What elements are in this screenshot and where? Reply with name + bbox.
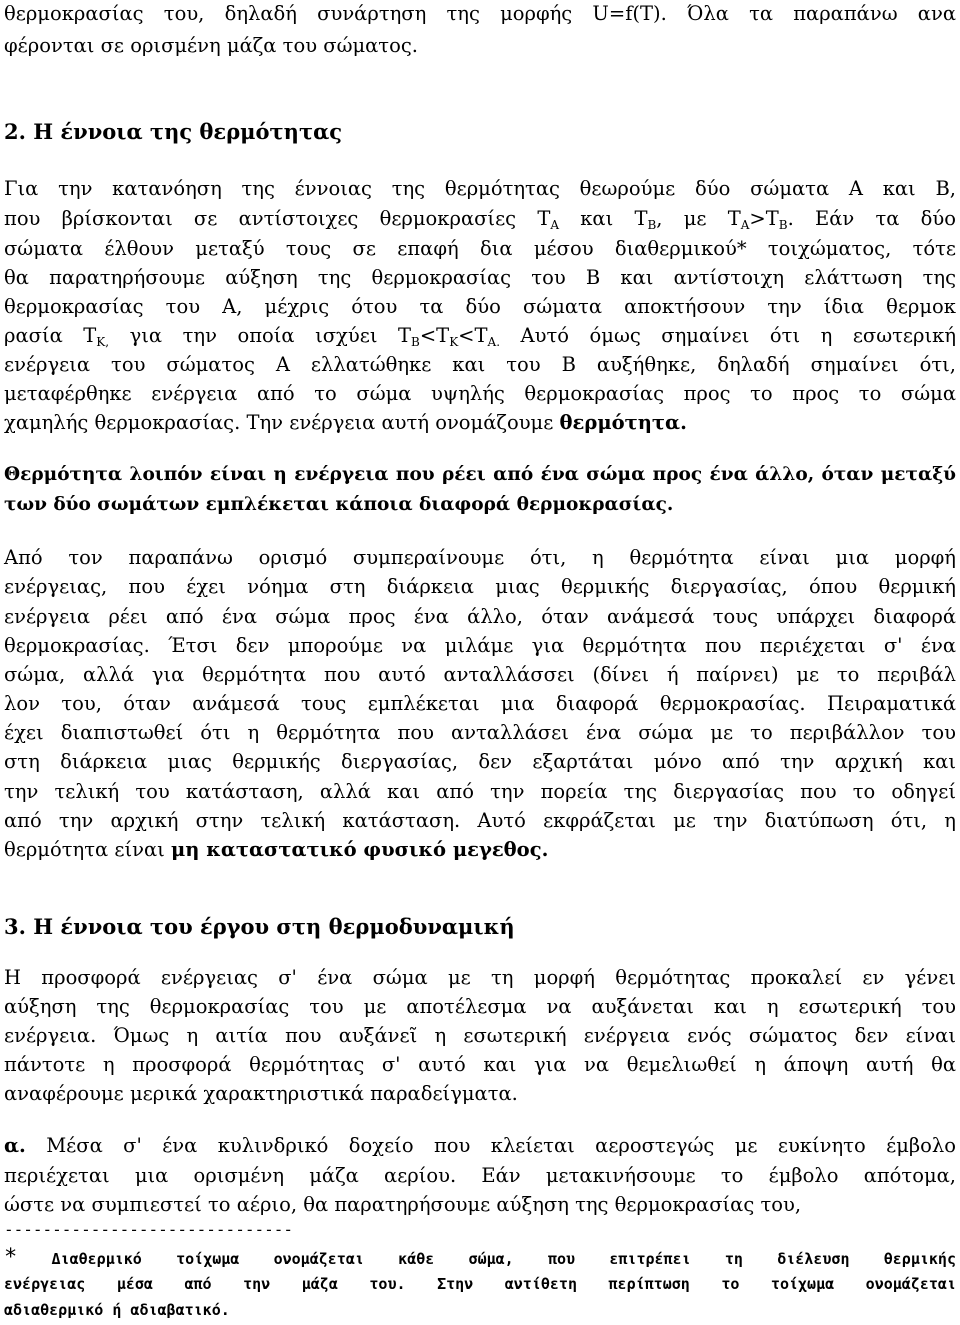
text-line: αναφέρουμε μερικά χαρακτηριστικά παραδείγματα. — [4, 1082, 518, 1105]
text-line: ώστε να συμπιεστεί το αέριο, θα παρατηρήσουμε αύξηση της θερμοκρασίας του, — [4, 1193, 802, 1216]
text-line: την τελική του κατάσταση, αλλά και από την πορεία της διεργασίας που το οδηγεί — [4, 780, 956, 803]
footnote-line: ενέργειας μέσα από την μάζα του. Στην αντίθετη περίπτωση το τοίχωμα ονομάζεται — [4, 1275, 956, 1293]
footnote-line: αδιαθερμικό ή αδιαβατικό. — [4, 1301, 230, 1319]
text-line: που βρίσκονται σε αντίστοιχες θερμοκρασίες $T_A$ και $T_B$, με $T_A>T_B$. Εάν τα δύο — [4, 207, 957, 232]
text-line: μεταφέρθηκε ενέργεια από το σώμα υψηλής θερμοκρασίας προς το προς το σώμα — [4, 382, 956, 405]
text-line: Από τον παραπάνω ορισμό συμπεραίνουμε ότι, η θερμότητα είναι μια μορφή — [4, 546, 956, 569]
text-line: χαμηλής θερμοκρασίας. Την ενέργεια αυτή ονομάζουμε θερμότητα. — [4, 411, 687, 434]
text-line: θερμότητα είναι μη καταστατικό φυσικό μεγεθος. — [4, 838, 549, 861]
text-line: Για την κατανόηση της έννοιας της θερμότητας θεωρούμε δύο σώματα Α και Β, — [4, 177, 956, 200]
text-line: θερμοκρασίας του Α, μέχρις ότου τα δύο σώματα αποκτήσουν την ίδια θερμοκ — [4, 295, 956, 318]
text-line: ενέργεια ρέει από ένα σώμα προς ένα άλλο, όταν ανάμεσά τους υπάρχει διαφορά — [4, 605, 956, 628]
section-heading: 2. Η έννοια της θερμότητας — [4, 119, 343, 144]
bold-term: θερμότητα. — [559, 411, 687, 434]
bold-term: μη καταστατικό φυσικό μεγεθος. — [170, 838, 549, 861]
text-line: ενέργεια. Όμως η αιτία που αυξάνεῖ η εσωτερική ενέργεια ενός σώματος δεν είναι — [4, 1024, 956, 1047]
text-line: ενέργειας, που έχει νόημα στη διάρκεια μιας θερμικής διεργασίας, όπου θερμική — [4, 575, 956, 598]
text-line: ρασία $T_{K,}$ για την οποία ισχύει $T_B<T_K<T_{A.}$ Αυτό όμως σημαίνει ότι η εσωτερική — [4, 324, 957, 349]
definition-line: των δύο σωμάτων εμπλέκεται κάποια διαφορά θερμοκρασίας. — [4, 494, 674, 515]
text-line: θα παρατηρήσουμε αύξηση της θερμοκρασίας του Β και αντίστοιχη ελάττωση της — [4, 266, 956, 289]
definition-line: Θερμότητα λοιπόν είναι η ενέργεια που ρέει από ένα σώμα προς ένα άλλο, όταν μεταξύ — [4, 464, 956, 485]
text-line: ενέργεια του σώματος Α ελλατώθηκε και του Β αυξήθηκε, δηλαδή σημαίνει ότι, — [4, 353, 956, 376]
footnote-marker: * — [4, 1245, 18, 1270]
text-line: θερμοκρασίας του, δηλαδή συνάρτηση της μορφής U=f(T). Όλα τα παραπάνω ανα — [4, 2, 956, 25]
footnote-line: * Διαθερμικό τοίχωμα ονομάζεται κάθε σώμα, που επιτρέπει τη διέλευση θερμικής — [4, 1245, 956, 1270]
text-line: αύξηση της θερμοκρασίας του με αποτέλεσμα να αυξάνεται και η εσωτερική του — [4, 995, 956, 1018]
text-line: περιέχεται μια ορισμένη μάζα αερίου. Εάν μετακινήσουμε το έμβολο απότομα, — [4, 1164, 956, 1187]
text-line: σώματα έλθουν μεταξύ τους σε επαφή δια μέσου διαθερμικού* τοιχώματος, τότε — [4, 237, 956, 260]
text-line: Η προσφορά ενέργειας σ' ένα σώμα με τη μορφή θερμότητας προκαλεί εν γένει — [4, 966, 956, 989]
text-line: έχει διαπιστωθεί ότι η θερμότητα που ανταλλάσει ένα σώμα με το περιβάλλον του — [4, 721, 956, 744]
list-marker: α. — [4, 1134, 26, 1157]
text-line: α. Μέσα σ' ένα κυλινδρικό δοχείο που κλείεται αεροστεγώς με ευκίνητο έμβολο — [4, 1134, 956, 1157]
text-line: πάντοτε η προσφορά θερμότητας σ' αυτό και για να θεμελιωθεί η άποψη αυτή θα — [4, 1053, 956, 1076]
text-line: λον του, όταν ανάμεσά τους εμπλέκεται μια διαφορά θερμοκρασίας. Πειραματικά — [4, 692, 956, 715]
section-heading: 3. Η έννοια του έργου στη θερμοδυναμική — [4, 914, 515, 939]
text-line: στη διάρκεια μιας θερμικής διεργασίας, δεν εξαρτάται μόνο από την αρχική και — [4, 750, 956, 773]
footnote-rule: ------------------------------ — [4, 1220, 293, 1239]
text-line: θερμοκρασίας. Έτσι δεν μπορούμε να μιλάμε για θερμότητα που περιέχεται σ' ένα — [4, 634, 956, 657]
text-line: σώμα, αλλά για θερμότητα που αυτό ανταλλάσσει (δίνει ή παίρνει) με το περιβάλ — [4, 663, 956, 686]
text-line: φέρονται σε ορισμένη μάζα του σώματος. — [4, 34, 418, 57]
text-line: από την αρχική στην τελική κατάσταση. Αυτό εκφράζεται με την διατύπωση ότι, η — [4, 809, 956, 832]
